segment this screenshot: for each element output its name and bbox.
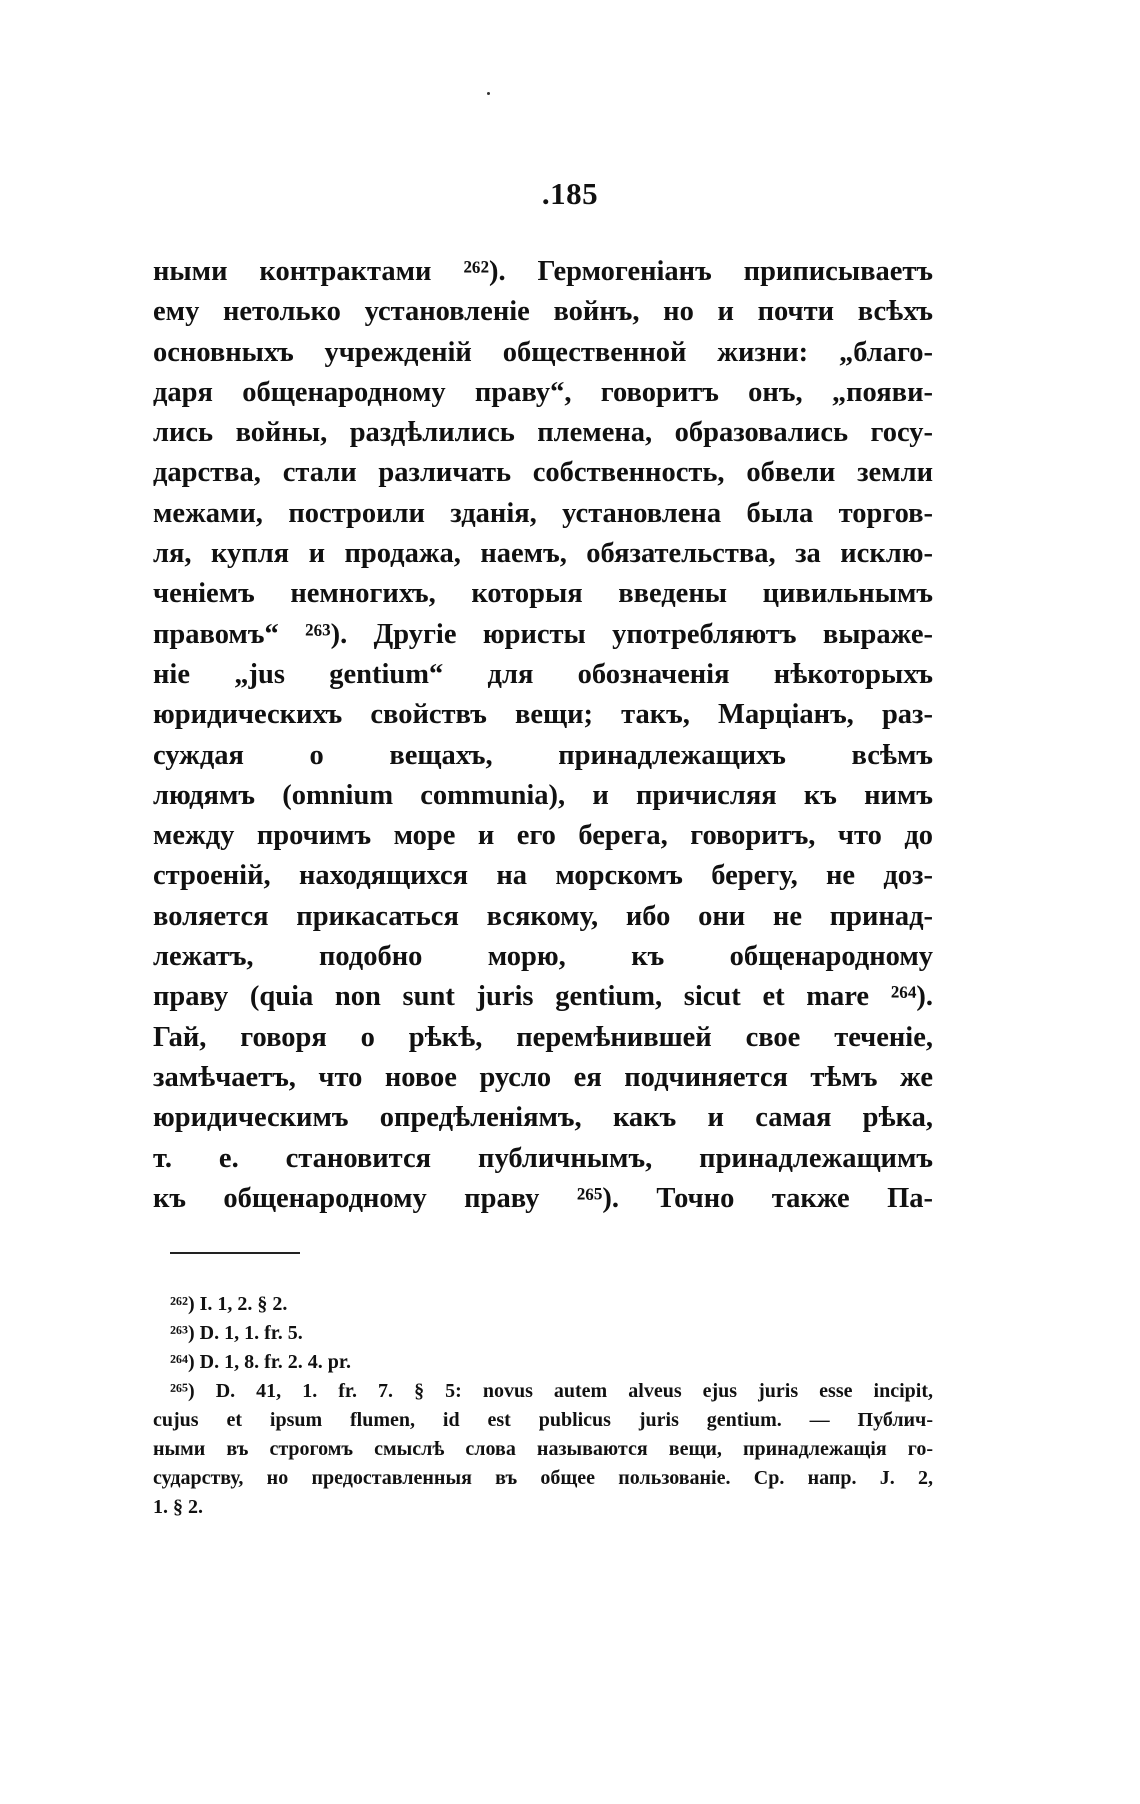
text-line: дарства, стали различать собственность, обвели земли: [153, 457, 933, 489]
footnotes: [153, 1290, 933, 1522]
text-line: правомъ“ ²⁶³). Другіе юристы употребляютъ выраже-: [153, 618, 933, 650]
text-line: основныхъ учрежденій общественной жизни: „благо-: [153, 336, 933, 368]
text-line: ему нетолько установленіе войнъ, но и почти всѣхъ: [153, 296, 933, 328]
text-line: ными контрактами ²⁶²). Гермогеніанъ приписываетъ: [153, 256, 933, 287]
text-line: ля, купля и продажа, наемъ, обязательства, за исклю-: [153, 538, 933, 570]
text-line: Гай, говоря о рѣкѣ, перемѣнившей свое теченіе,: [153, 1021, 933, 1053]
text-line: строеній, находящихся на морскомъ берегу, не доз-: [153, 860, 933, 892]
footnote-262: ²⁶²) I. 1, 2. § 2.: [170, 1293, 288, 1315]
text-line: ченіемъ немногихъ, которыя введены цивильнымъ: [153, 578, 933, 610]
text-line: людямъ (omnium communia), и причисляя къ нимъ: [153, 779, 933, 811]
text-line: праву (quia non sunt juris gentium, sicut et mare ²⁶⁴).: [153, 981, 933, 1013]
footnote-265-line: 1. § 2.: [153, 1496, 203, 1518]
text-line: т. е. становится публичнымъ, принадлежащимъ: [153, 1142, 933, 1174]
footnote-265-line: ными въ строгомъ смыслѣ слова называются вещи, принадлежащія го-: [153, 1438, 933, 1460]
footnote-265-line: cujus et ipsum flumen, id est publicus juris gentium. — Публич-: [153, 1409, 933, 1431]
text-line: юридическимъ опредѣленіямъ, какъ и самая рѣка,: [153, 1102, 933, 1134]
print-speck-top: [487, 92, 490, 95]
text-line: къ общенародному праву ²⁶⁵). Точно также Па-: [153, 1182, 933, 1214]
text-line: лежатъ, подобно морю, къ общенародному: [153, 941, 933, 973]
text-line: юридическихъ свойствъ вещи; такъ, Марціанъ, раз-: [153, 699, 933, 731]
text-line: ніе „jus gentium“ для обозначенія нѣкоторыхъ: [153, 658, 933, 690]
text-line: между прочимъ море и его берега, говоритъ, что до: [153, 820, 933, 852]
text-line: межами, построили зданія, установлена была торгов-: [153, 497, 933, 529]
main-text: [153, 252, 933, 1219]
text-line: замѣчаетъ, что новое русло ея подчиняется тѣмъ же: [153, 1061, 933, 1093]
footnote-265-line: сударству, но предоставленныя въ общее пользованіе. Ср. напр. J. 2,: [153, 1467, 933, 1489]
footnote-divider: [170, 1252, 300, 1254]
text-line: воляется прикасаться всякому, ибо они не принад-: [153, 900, 933, 932]
footnote-264: ²⁶⁴) D. 1, 8. fr. 2. 4. pr.: [170, 1351, 351, 1373]
text-line: даря общенародному праву“, говоритъ онъ, „появи-: [153, 376, 933, 408]
text-line: лись войны, раздѣлились племена, образовались госу-: [153, 417, 933, 449]
text-line: суждая о вещахъ, принадлежащихъ всѣмъ: [153, 739, 933, 771]
footnote-265-line: ²⁶⁵) D. 41, 1. fr. 7. § 5: novus autem alveus ejus juris esse incipit,: [170, 1380, 933, 1402]
footnote-263: ²⁶³) D. 1, 1. fr. 5.: [170, 1322, 303, 1344]
page-number: .185: [541, 176, 599, 211]
